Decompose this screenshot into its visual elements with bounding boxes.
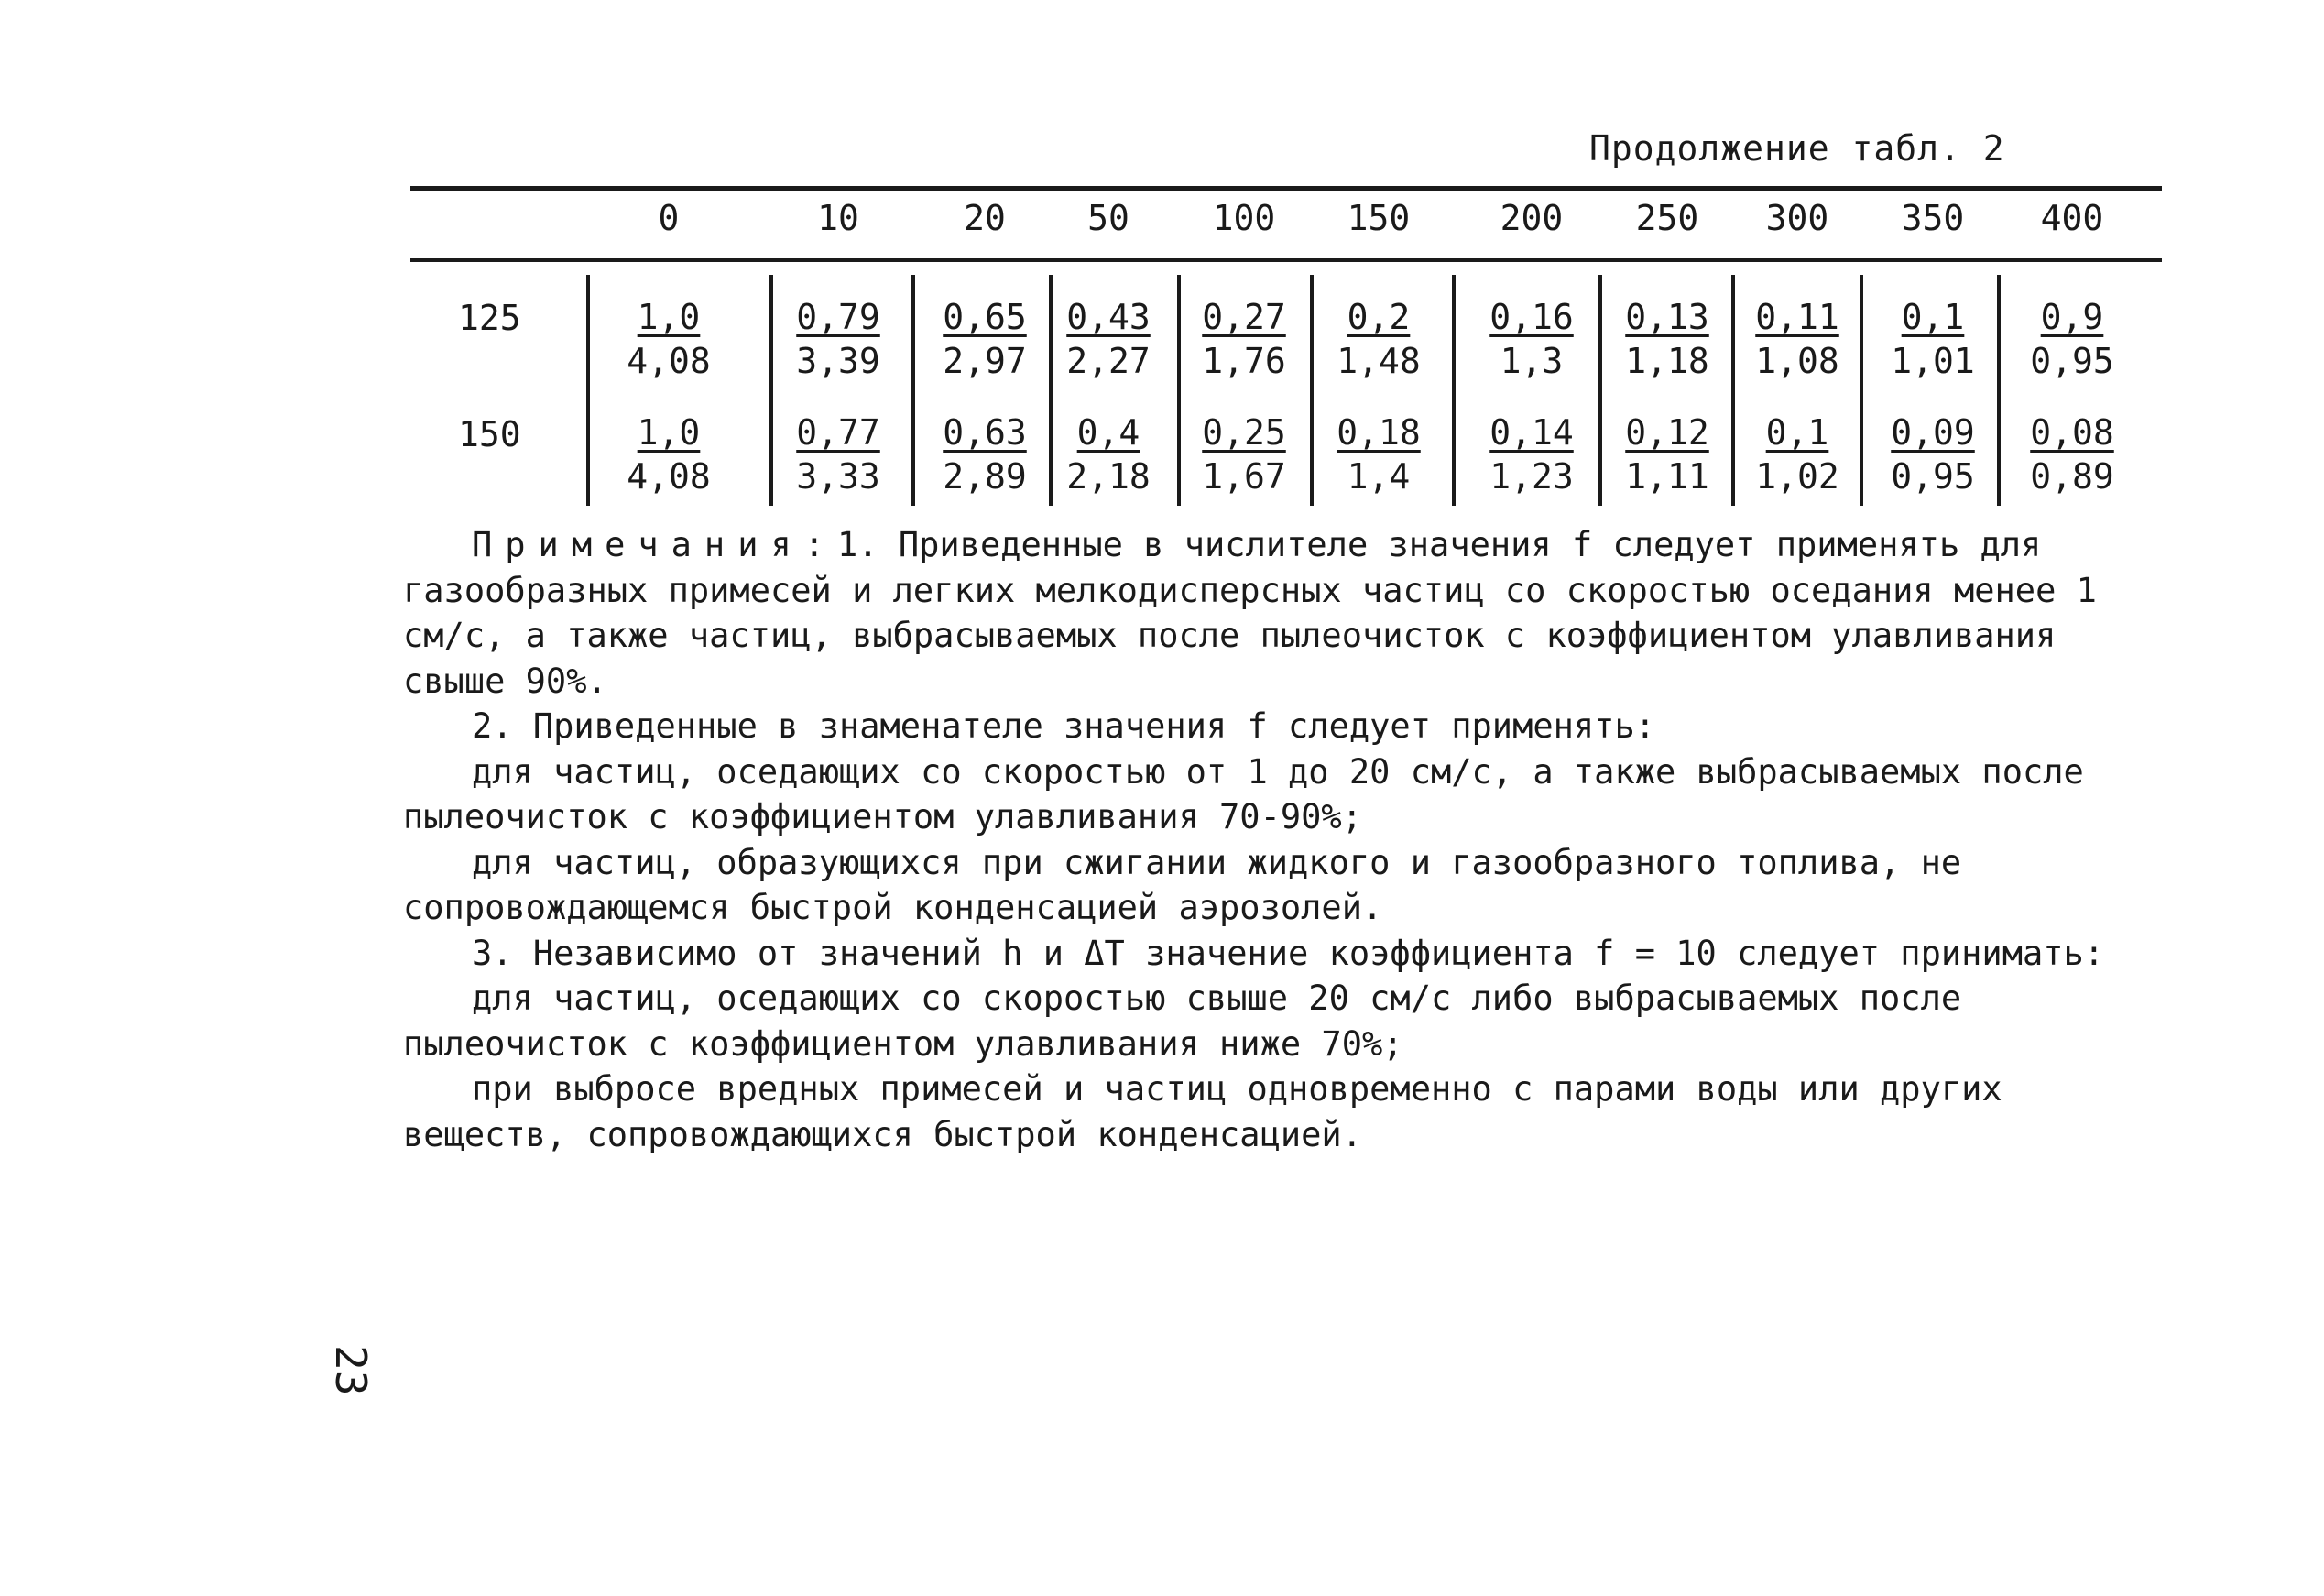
table-cell [1891, 410, 1975, 498]
table-cell [2030, 410, 2114, 498]
table-cell [1202, 410, 1286, 498]
cell-denominator: 2,89 [943, 456, 1027, 497]
table-cell [1755, 410, 1839, 498]
cell-numerator: 1,0 [637, 412, 701, 453]
cell-denominator: 1,76 [1202, 341, 1286, 381]
table-cell [1337, 295, 1421, 383]
cell-numerator: 0,18 [1337, 412, 1421, 453]
note-2: 2. Приведенные в знаменателе значения f следует применять: [472, 706, 1656, 746]
cell-numerator: 0,9 [2040, 297, 2104, 337]
table-cell [796, 410, 880, 498]
column-header: 50 [1087, 198, 1129, 238]
cell-denominator: 1,11 [1625, 456, 1709, 497]
cell-numerator: 0,63 [943, 412, 1027, 453]
table-cell [1202, 295, 1286, 383]
cell-numerator: 0,1 [1901, 297, 1965, 337]
table-cell [943, 410, 1027, 498]
cell-numerator: 0,14 [1489, 412, 1574, 453]
table-cell [1625, 410, 1709, 498]
row-label: 125 [458, 298, 521, 338]
column-divider [1177, 275, 1181, 506]
cell-numerator: 0,25 [1202, 412, 1286, 453]
cell-denominator: 0,95 [1891, 456, 1975, 497]
cell-denominator: 1,48 [1337, 341, 1421, 381]
column-header: 350 [1901, 198, 1965, 238]
notes-block [403, 522, 2153, 1157]
column-header: 10 [817, 198, 859, 238]
column-divider [769, 275, 773, 506]
column-header: 0 [658, 198, 680, 238]
cell-denominator: 3,39 [796, 341, 880, 381]
cell-numerator: 0,43 [1066, 297, 1151, 337]
cell-numerator: 0,2 [1347, 297, 1411, 337]
cell-denominator: 4,08 [627, 456, 711, 497]
table-cell [627, 295, 711, 383]
cell-numerator: 0,11 [1755, 297, 1839, 337]
cell-numerator: 0,79 [796, 297, 880, 337]
column-header: 200 [1500, 198, 1564, 238]
cell-denominator: 1,67 [1202, 456, 1286, 497]
cell-denominator: 2,27 [1066, 341, 1151, 381]
cell-numerator: 0,13 [1625, 297, 1709, 337]
table-cell [1625, 295, 1709, 383]
cell-numerator: 0,4 [1076, 412, 1140, 453]
table-cell [627, 410, 711, 498]
cell-denominator: 1,18 [1625, 341, 1709, 381]
table-cell [1337, 410, 1421, 498]
table-cell [796, 295, 880, 383]
note-2a: для частиц, оседающих со скоростью от 1 до 20 см/с, а также выбрасываемых после пылеочисток с коэффициентом улавливания 70-90%; [403, 751, 2084, 836]
cell-denominator: 1,3 [1500, 341, 1564, 381]
column-divider [1860, 275, 1863, 506]
page-number: 23 [326, 1345, 376, 1396]
row-label: 150 [458, 414, 521, 454]
column-header: 400 [2040, 198, 2104, 238]
notes-label: Примечания: [472, 525, 838, 564]
cell-denominator: 1,23 [1489, 456, 1574, 497]
note-3a: для частиц, оседающих со скоростью свыше 20 см/с либо выбрасываемых после пылеочисток с коэффициентом улавливания ниже 70%; [403, 978, 1962, 1064]
table-cell [1489, 410, 1574, 498]
column-header: 20 [964, 198, 1006, 238]
cell-denominator: 1,01 [1891, 341, 1975, 381]
cell-denominator: 2,97 [943, 341, 1027, 381]
column-divider [1310, 275, 1314, 506]
column-divider [1997, 275, 2001, 506]
note-2b: для частиц, образующихся при сжигании жидкого и газообразного топлива, не сопровождающемся быстрой конденсацией аэрозолей. [403, 842, 1962, 927]
cell-denominator: 2,18 [1066, 456, 1151, 497]
table-cell [1755, 295, 1839, 383]
cell-denominator: 1,02 [1755, 456, 1839, 497]
cell-denominator: 0,89 [2030, 456, 2114, 497]
cell-numerator: 0,09 [1891, 412, 1975, 453]
cell-numerator: 0,08 [2030, 412, 2114, 453]
table-cell [2030, 295, 2114, 383]
table-cell [1066, 295, 1151, 383]
cell-denominator: 1,08 [1755, 341, 1839, 381]
cell-denominator: 1,4 [1347, 456, 1411, 497]
column-header: 150 [1347, 198, 1411, 238]
cell-numerator: 0,77 [796, 412, 880, 453]
table-header-rule [410, 258, 2162, 262]
column-divider [1598, 275, 1602, 506]
column-divider [1049, 275, 1053, 506]
cell-denominator: 0,95 [2030, 341, 2114, 381]
table-caption: Продолжение табл. 2 [1589, 128, 2005, 169]
column-header: 250 [1635, 198, 1699, 238]
cell-denominator: 3,33 [796, 456, 880, 497]
note-3b: при выбросе вредных примесей и частиц одновременно с парами воды или других веществ, сопровождающихся быстрой конденсацией. [403, 1069, 2002, 1154]
table-cell [943, 295, 1027, 383]
column-header: 300 [1765, 198, 1829, 238]
column-divider [586, 275, 590, 506]
column-divider [911, 275, 915, 506]
table-cell [1891, 295, 1975, 383]
note-3: 3. Независимо от значений h и ΔT значение коэффициента f = 10 следует принимать: [472, 933, 2105, 973]
cell-numerator: 0,12 [1625, 412, 1709, 453]
table-cell [1489, 295, 1574, 383]
note-1 [403, 522, 2153, 704]
cell-numerator: 0,16 [1489, 297, 1574, 337]
column-divider [1731, 275, 1735, 506]
cell-numerator: 0,1 [1765, 412, 1829, 453]
table-cell [1066, 410, 1151, 498]
cell-numerator: 0,27 [1202, 297, 1286, 337]
cell-numerator: 1,0 [637, 297, 701, 337]
cell-denominator: 4,08 [627, 341, 711, 381]
table-top-rule [410, 186, 2162, 191]
note-1-text: 1. Приведенные в числителе значения f следует применять для газообразных примесей и легких мелкодисперсных частиц со скоростью оседания менее 1 см/с, а также частиц, выбрасываемых после пылеочисток с коэффициентом улавливания свыше 90%. [403, 525, 2097, 701]
cell-numerator: 0,65 [943, 297, 1027, 337]
column-divider [1452, 275, 1456, 506]
column-header: 100 [1212, 198, 1276, 238]
